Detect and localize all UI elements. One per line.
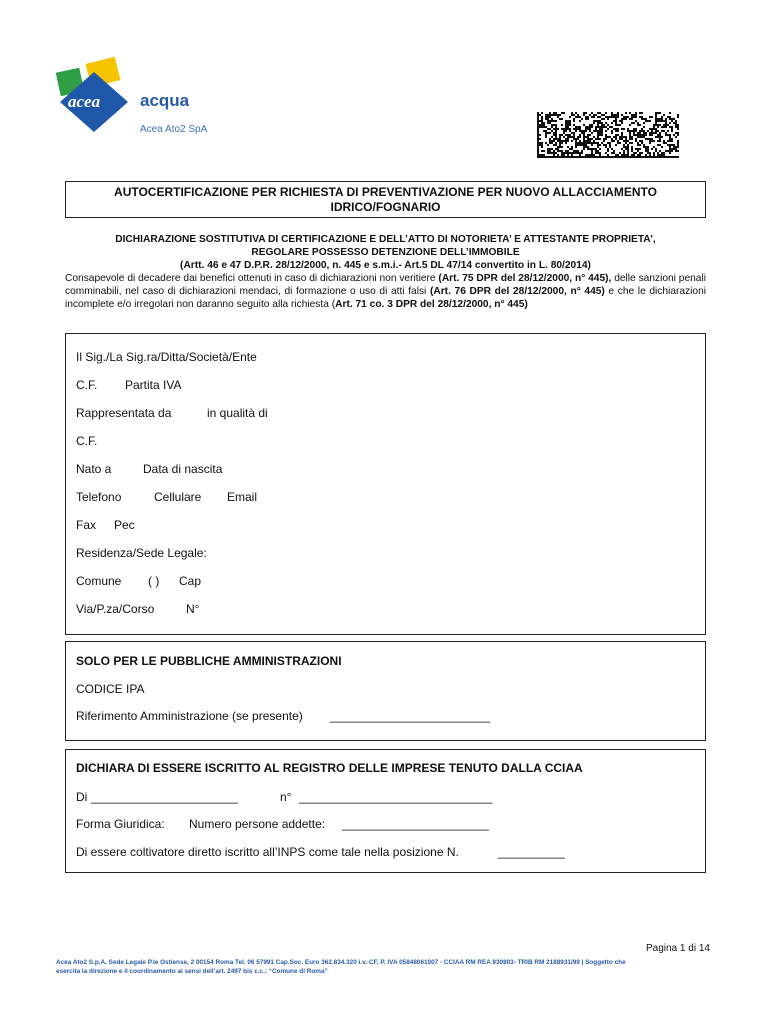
n-label: n° [280, 790, 292, 804]
brand-name: acqua [140, 91, 190, 110]
logo-word: acea [68, 92, 101, 111]
number-label: N° [186, 602, 200, 616]
city-label: Comune [76, 574, 122, 588]
title-line-1: AUTOCERTIFICAZIONE PER RICHIESTA DI PREVENTIVAZIONE PER NUOVO ALLACCIAMENTO [114, 185, 657, 199]
born-label: Nato a [76, 462, 112, 476]
pec-label: Pec [114, 518, 135, 532]
declaration-body-a: Consapevole di decadere dai benefici ottenuti in caso di dichiarazioni non veritiere [65, 273, 439, 284]
acea-logo-icon [54, 56, 134, 134]
registry-heading: DICHIARA DI ESSERE ISCRITTO AL REGISTRO DELLE IMPRESE TENUTO DALLA CCIAA [76, 761, 583, 775]
birthdate-label: Data di nascita [143, 462, 223, 476]
cf2-label: C.F. [76, 434, 98, 448]
declaration-body-e: e che le dichiarazioni incomplete e/o irregolari non daranno seguito alla richiesta ( [65, 286, 706, 310]
footer-legal [56, 958, 716, 976]
n-line[interactable]: _____________________________ [299, 790, 493, 804]
zip-label: Cap [179, 574, 202, 588]
declaration-heading-1: DICHIARAZIONE SOSTITUTIVA DI CERTIFICAZIONE E DELL’ATTO DI NOTORIETA’ E ATTESTANTE PROPRIETA’, [115, 234, 656, 245]
declaration-block [65, 233, 706, 321]
declaration-body [65, 272, 706, 311]
cf-label: C.F. [76, 378, 98, 392]
registry-section [65, 749, 706, 873]
ref-label: Riferimento Amministrazione (se presente) [76, 709, 303, 723]
page-number: Pagina 1 di 14 [646, 943, 710, 954]
declaration-body-c: delle sanzioni penali comminabili, nel caso di dichiarazioni mendaci, di formazione o uso di atti falsi [65, 273, 706, 297]
street-label: Via/P.za/Corso [76, 602, 155, 616]
document-title [65, 181, 706, 218]
name-label: Il Sig./La Sig.ra/Ditta/Società/Ente [76, 350, 257, 364]
applicant-section [65, 333, 706, 635]
public-admin-heading: SOLO PER LE PUBBLICHE AMMINISTRAZIONI [76, 654, 342, 668]
footer-line-2: esercita la direzione e il coordinamento ai sensi dell’art. 2497 bis c.c.: “Comune di Roma” [56, 968, 328, 975]
declaration-body-d: (Art. 76 DPR del 28/12/2000, n° 445) [429, 286, 605, 297]
declaration-body-f: Art. 71 co. 3 DPR del 28/12/2000, n° 445) [335, 299, 528, 310]
inps-line[interactable]: __________ [498, 845, 565, 859]
ref-line[interactable]: ________________________ [330, 709, 491, 723]
mobile-label: Cellulare [154, 490, 202, 504]
legal-form-label: Forma Giuridica: [76, 817, 165, 831]
footer-line-1: Acea Ato2 S.p.A. Sede Legale P.le Ostiense, 2 00154 Roma Tel. 06 57991 Cap.Soc. Euro 362.834.320 i.v.-CF, P. IVA 05848061007 - CCIAA RM REA 930803- TRIB RM 2188931/99 | Soggetto che [56, 959, 626, 966]
vat-label: Partita IVA [125, 378, 182, 392]
data-matrix-code-icon [537, 112, 679, 163]
ipa-label: CODICE IPA [76, 682, 145, 696]
declaration-heading-2: REGOLARE POSSESSO DETENZIONE DELL’IMMOBILE [251, 247, 520, 258]
phone-label: Telefono [76, 490, 122, 504]
public-admin-section [65, 641, 706, 741]
declaration-heading-3: (Artt. 46 e 47 D.P.R. 28/12/2000, n. 445 e s.m.i.- Art.5 DL 47/14 convertito in L. 80/2014) [180, 260, 591, 271]
employees-line[interactable]: ______________________ [342, 817, 489, 831]
capacity-label: in qualità di [207, 406, 268, 420]
province-label: ( ) [148, 574, 160, 588]
declaration-body-b: (Art. 75 DPR del 28/12/2000, n° 445), [438, 273, 612, 284]
di-label: Di [76, 790, 88, 804]
di-line[interactable]: ______________________ [91, 790, 238, 804]
title-line-2: IDRICO/FOGNARIO [330, 200, 441, 214]
represented-label: Rappresentata da [76, 406, 172, 420]
inps-label: Di essere coltivatore diretto iscritto all’INPS come tale nella posizione N. [76, 845, 459, 859]
residence-label: Residenza/Sede Legale: [76, 546, 207, 560]
fax-label: Fax [76, 518, 97, 532]
email-label: Email [227, 490, 258, 504]
brand-subtitle: Acea Ato2 SpA [140, 124, 208, 135]
employees-label: Numero persone addette: [189, 817, 326, 831]
